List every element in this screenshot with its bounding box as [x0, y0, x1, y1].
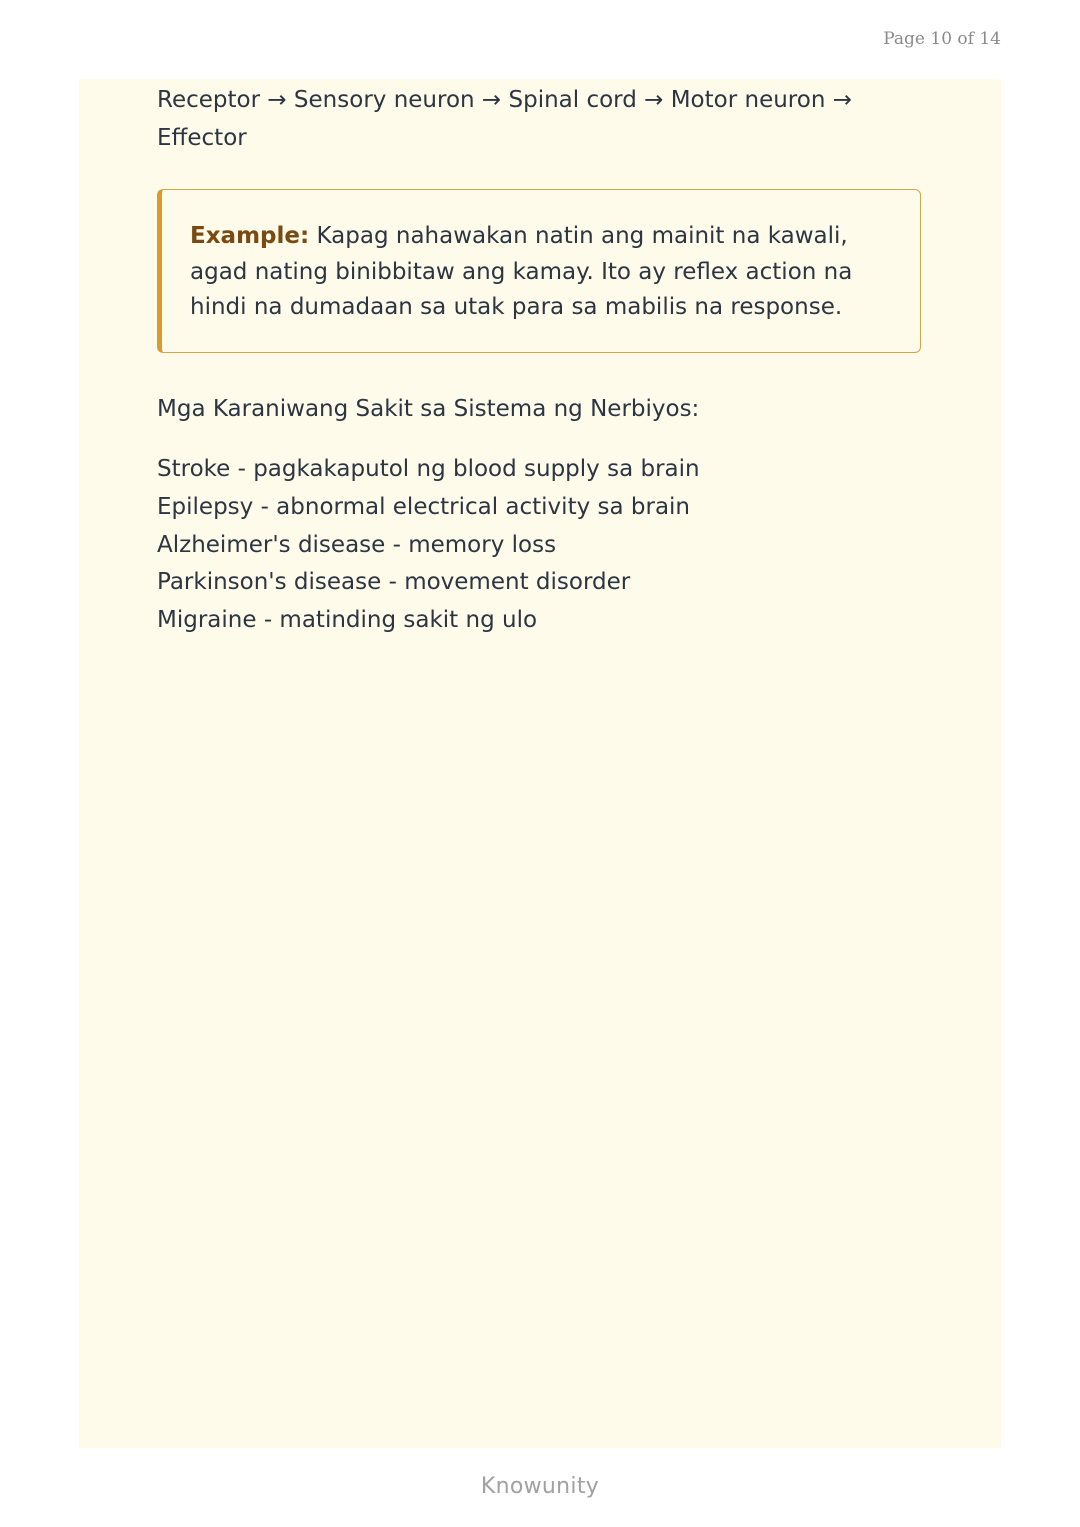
example-callout [157, 189, 921, 353]
example-label: Example: [190, 223, 310, 249]
list-item: Migraine - matinding sakit ng ulo [157, 607, 538, 634]
footer-brand: Knowunity [480, 1474, 600, 1499]
content-card [79, 79, 1001, 1448]
example-body: Kapag nahawakan natin ang mainit na kawali, agad nating binibbitaw ang kamay. Ito ay reflex action na hindi na dumadaan sa utak para sa mabilis na response. [190, 223, 853, 320]
page-number: Page 10 of 14 [883, 29, 1001, 49]
disease-list [157, 451, 700, 640]
example-text [190, 219, 890, 326]
list-item: Stroke - pagkakaputol ng blood supply sa brain [157, 456, 700, 482]
list-item: Parkinson's disease - movement disorder [157, 569, 631, 596]
list-item: Alzheimer's disease - memory loss [157, 531, 557, 558]
list-item: Epilepsy - abnormal electrical activity sa brain [157, 493, 691, 520]
reflex-arc-pathway: Receptor → Sensory neuron → Spinal cord → Motor neuron → Effector [157, 87, 852, 151]
diseases-heading: Mga Karaniwang Sakit sa Sistema ng Nerbiyos: [157, 396, 700, 422]
